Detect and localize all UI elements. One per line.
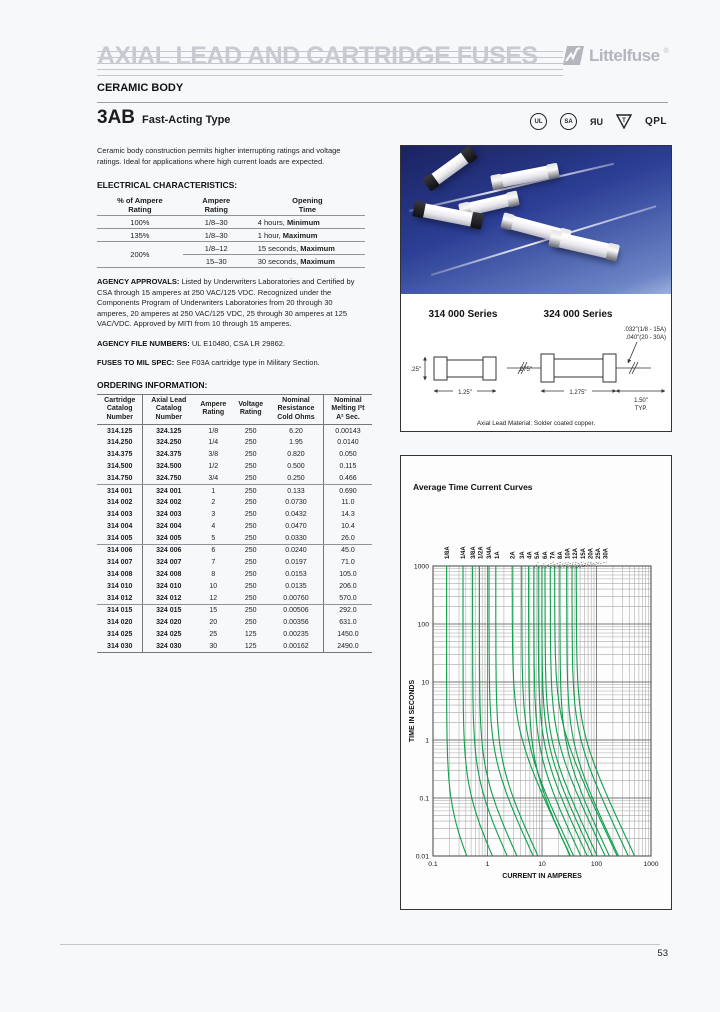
cell: 1/8–12 <box>183 242 250 255</box>
cell: 324 005 <box>143 532 194 544</box>
ul-mark-icon <box>530 113 547 130</box>
cell: 324 030 <box>156 642 182 650</box>
curve-rating-label: 3/8A <box>470 546 477 559</box>
fuse-end-cap <box>490 174 504 191</box>
cell: 314.375 <box>97 449 143 461</box>
mil-spec-text: See F03A cartridge type in Military Section. <box>174 358 320 367</box>
series-code: 3AB <box>97 107 136 128</box>
page-title: AXIAL LEAD AND CARTRIDGE FUSES <box>97 42 538 70</box>
cell: 11.0 <box>341 499 355 507</box>
cell: 125 <box>244 642 257 650</box>
cell: 1.95 <box>269 437 323 449</box>
miti-triangle-icon <box>616 114 632 129</box>
cell: 570.0 <box>323 592 372 604</box>
time-current-curve <box>463 566 493 856</box>
cell: 324.750 <box>143 472 194 484</box>
cell: 20 <box>209 619 218 627</box>
fuse-end-cap <box>546 163 560 180</box>
chart-title: Average Time Current Curves <box>413 482 533 492</box>
cell: 0.00235 <box>269 629 323 641</box>
mil-spec-label: FUSES TO MIL SPEC: <box>97 358 175 367</box>
cell: 0.0330 <box>269 532 323 544</box>
cell: 0.0730 <box>269 497 323 509</box>
page-number: 53 <box>657 948 668 959</box>
brand-name: Littelfuse <box>589 45 660 65</box>
cell: 314.125 <box>97 425 143 437</box>
cell: 30 seconds, Maximum <box>250 255 365 268</box>
agency-file-label: AGENCY FILE NUMBERS: <box>97 338 190 348</box>
cell: 324 003 <box>156 511 182 519</box>
cell: 8 <box>211 571 216 579</box>
curve-series <box>447 566 635 856</box>
series-heading <box>97 107 230 129</box>
cell: 314 025 <box>97 629 143 641</box>
table-row <box>97 640 372 652</box>
cell: 314 008 <box>97 569 143 581</box>
ceramic-fuse-image <box>492 164 557 189</box>
table-row <box>97 545 372 557</box>
cell: 0.050 <box>339 451 357 459</box>
littelfuse-logo-icon <box>562 45 585 66</box>
svg-text:100: 100 <box>417 621 429 629</box>
cell: 1450.0 <box>337 630 359 638</box>
cell: 1/2 <box>208 463 219 471</box>
cell: 10 <box>209 582 218 590</box>
ul-mark-label: UL <box>534 118 543 125</box>
table-row <box>97 629 372 641</box>
cell: 5 <box>194 532 232 544</box>
cell: 1/8–30 <box>183 229 250 242</box>
cell: 324 002 <box>156 499 182 507</box>
cell: 15 seconds, Maximum <box>250 242 365 255</box>
cell: 6.20 <box>269 425 323 437</box>
cell: 0.0135 <box>269 580 323 592</box>
dim-height-label: .25" <box>410 367 421 373</box>
cell: 15 <box>209 607 218 615</box>
dim-lead-typ-label: TYP. <box>634 406 648 412</box>
curve-rating-label: 2A <box>510 551 517 559</box>
divider-rule <box>97 102 668 103</box>
fuse-end-cap <box>500 212 515 230</box>
cell: 0.690 <box>339 487 357 495</box>
cell: 0.00162 <box>269 640 323 652</box>
cell: 100% <box>97 216 183 229</box>
table-row <box>97 557 372 569</box>
y-axis-label: TIME IN SECONDS <box>409 679 416 743</box>
lead-material-caption: Axial Lead Material: Solder coated copper. <box>476 420 596 427</box>
cell: 25 <box>209 630 218 638</box>
header-underline <box>97 75 563 76</box>
table-row <box>97 617 372 629</box>
time-current-chart <box>401 456 671 909</box>
curve-rating-label: 3A <box>520 551 526 559</box>
littelfuse-logo <box>562 45 669 66</box>
cell: 250 <box>232 472 269 484</box>
svg-text:0.01: 0.01 <box>415 853 429 861</box>
cell: 314.750 <box>97 472 143 484</box>
cell: 1/8–30 <box>183 216 250 229</box>
cell: 2490.0 <box>337 642 359 650</box>
series-324-label: 324 000 Series <box>543 309 613 320</box>
cell: 26.0 <box>323 532 372 544</box>
dimension-diagram <box>401 294 671 431</box>
cell: 71.0 <box>341 559 355 567</box>
svg-text:1000: 1000 <box>413 563 429 571</box>
fuse-end-cap <box>548 229 563 248</box>
curve-rating-label: 1A <box>494 551 501 559</box>
cell: 324.125 <box>156 427 182 435</box>
qpl-mark: QPL <box>644 116 668 127</box>
cell: 314 015 <box>97 605 143 617</box>
cell: 324 006 <box>156 547 182 555</box>
cell: 4 <box>211 522 216 530</box>
column-header: Axial Lead Catalog Number <box>143 394 194 425</box>
product-photo <box>401 146 671 294</box>
cell: 324 007 <box>156 559 182 567</box>
cell: 250 <box>232 532 269 544</box>
cell: 314 030 <box>97 640 143 652</box>
cell: 292.0 <box>339 607 357 615</box>
table-row <box>97 497 372 509</box>
cell: 250 <box>244 463 257 471</box>
electrical-heading: ELECTRICAL CHARACTERISTICS: <box>97 180 238 190</box>
cell: 4 hours, Minimum <box>250 216 365 229</box>
mil-spec-note <box>97 358 332 369</box>
cell: 0.133 <box>269 485 323 497</box>
fuse-end-cap <box>422 173 440 192</box>
cell: 0.115 <box>339 463 357 471</box>
agency-approvals-label: AGENCY APPROVALS: <box>97 277 180 286</box>
column-header: Cartridge Catalog Number <box>97 394 143 425</box>
table-row <box>97 569 372 581</box>
ur-mark-icon: ЯU <box>590 116 603 127</box>
dim-length-314-label: 1.25" <box>458 390 472 396</box>
curve-rating-label: 12A <box>573 547 580 559</box>
column-header: Ampere Rating <box>194 394 232 425</box>
cell: 0.00143 <box>335 427 361 435</box>
table-row <box>97 605 372 617</box>
table-row <box>97 472 372 484</box>
cell: 0.0432 <box>269 509 323 521</box>
cell: 250 <box>244 499 257 507</box>
table-row <box>97 509 372 521</box>
cell: 0.0140 <box>337 439 359 447</box>
table-row <box>97 425 372 437</box>
header-band <box>97 42 563 76</box>
cell: 314 002 <box>97 497 143 509</box>
certification-marks <box>530 113 667 130</box>
table-row <box>97 580 372 592</box>
curve-rating-label: 1/8A <box>444 546 451 559</box>
agency-approvals <box>97 277 365 330</box>
cell: 12 <box>194 592 232 604</box>
cell: 0.0197 <box>269 557 323 569</box>
curve-rating-label: 4A <box>527 551 534 559</box>
cell: 1 <box>211 487 216 495</box>
footer-rule <box>60 944 660 945</box>
cell: 125 <box>244 630 257 638</box>
agency-file-text: UL E10480, CSA LR 29862. <box>189 338 286 348</box>
cell: 314.500 <box>97 461 143 473</box>
cell: 0.500 <box>269 461 323 473</box>
cell: 3/8 <box>208 451 219 459</box>
registered-mark: ® <box>663 48 669 55</box>
curve-rating-label: 5A <box>535 551 542 559</box>
curve-rating-label: 25A <box>596 547 602 559</box>
cell: 250 <box>244 619 257 627</box>
cell: 250 <box>244 582 257 590</box>
cell: 1/4 <box>208 439 219 447</box>
column-header: Voltage Rating <box>232 394 269 425</box>
cell: 0.00506 <box>269 605 323 617</box>
series-314-label: 314 000 Series <box>428 309 498 320</box>
cell: 0.466 <box>323 472 372 484</box>
cell: 7 <box>211 559 216 567</box>
intro-paragraph: Ceramic body construction permits higher interrupting ratings and voltage ratings. Ideal for applications where high current loads are expected. <box>97 146 341 166</box>
time-current-curve <box>567 566 619 856</box>
curve-rating-label: 15A <box>580 547 587 559</box>
table-row <box>97 437 372 449</box>
cell: 324 020 <box>156 619 182 627</box>
lead-diameter-large-label: .040"(20 - 30A) <box>625 335 666 341</box>
agency-file-numbers <box>97 339 375 350</box>
column-header: Nominal Melting I²t A² Sec. <box>323 394 372 425</box>
cell: 314 003 <box>97 509 143 521</box>
cell: 15–30 <box>183 255 250 268</box>
cell: 3/4 <box>194 472 232 484</box>
fuse-end-cap <box>470 212 484 230</box>
cell: 324 001 <box>156 487 182 495</box>
cell: 105.0 <box>339 571 357 579</box>
series-type: Fast-Acting Type <box>142 114 231 126</box>
electrical-table <box>97 194 365 268</box>
time-current-curve <box>529 566 571 856</box>
cell: 250 <box>244 547 257 555</box>
cell: 250 <box>244 607 257 615</box>
cell: 250 <box>244 487 257 495</box>
dim-length-324-label: 1.275" <box>569 390 587 396</box>
cell: 200% <box>97 242 183 268</box>
table-row <box>97 532 372 544</box>
cell: 324 015 <box>156 607 182 615</box>
table-row <box>97 521 372 533</box>
fuse-end-cap <box>605 243 620 262</box>
svg-text:0.1: 0.1 <box>428 861 438 868</box>
cell: 206.0 <box>339 582 357 590</box>
curve-rating-label: 7A <box>550 551 557 559</box>
csa-mark-label: SA <box>564 118 573 125</box>
cell: 314 020 <box>97 617 143 629</box>
cell: 0.0470 <box>269 521 323 533</box>
cell: 324 010 <box>156 582 182 590</box>
left-column <box>97 146 375 653</box>
cell: 0.00356 <box>269 617 323 629</box>
cell: 3 <box>211 511 216 519</box>
cell: 0.0153 <box>269 569 323 581</box>
cell: 324 025 <box>156 630 182 638</box>
curve-rating-label: 10A <box>565 547 572 559</box>
svg-text:0.1: 0.1 <box>419 795 429 803</box>
time-current-curve <box>534 566 581 856</box>
fuse-end-cap <box>412 200 426 218</box>
cell: 314 001 <box>97 485 143 497</box>
table-row <box>97 216 365 229</box>
cell: 324 008 <box>156 571 182 579</box>
fuse-end-cap <box>506 190 520 207</box>
cell: 250 <box>244 522 257 530</box>
table-row <box>97 449 372 461</box>
cell: 250 <box>244 451 257 459</box>
cell: 250 <box>244 571 257 579</box>
table-row <box>97 242 365 255</box>
cell: 324 004 <box>156 522 182 530</box>
cell: 45.0 <box>341 547 355 555</box>
curve-rating-label: 1/4A <box>461 546 468 559</box>
fuse-end-cap <box>460 146 478 164</box>
column-header: Ampere Rating <box>183 194 250 216</box>
cell: 314 006 <box>97 545 143 557</box>
curve-rating-label: 30A <box>603 547 610 559</box>
product-panel <box>400 145 672 432</box>
column-header: Nominal Resistance Cold Ohms <box>269 394 323 425</box>
cell: 250 <box>244 511 257 519</box>
svg-text:10: 10 <box>538 861 546 868</box>
cell: 250 <box>244 559 257 567</box>
csa-mark-icon <box>560 113 577 130</box>
table-row <box>97 592 372 604</box>
curve-rating-label: 6A <box>542 551 549 559</box>
cell: 135% <box>97 229 183 242</box>
lead-diameter-small-label: .032"(1/8 - 15A) <box>623 327 666 333</box>
cell: 0.00760 <box>269 592 323 604</box>
cell: 30 <box>209 642 218 650</box>
cell: 14.3 <box>341 511 355 519</box>
table-row <box>97 485 372 497</box>
cell: 1 hour, Maximum <box>250 229 365 242</box>
cell: 1/8 <box>208 427 219 435</box>
cell: 314 010 <box>97 580 143 592</box>
cell: 0.250 <box>269 472 323 484</box>
column-header: Opening Time <box>250 194 365 216</box>
cell: 324.500 <box>156 463 182 471</box>
ceramic-fuse-image <box>424 147 475 189</box>
table-row <box>97 229 365 242</box>
dim-diameter-324-label: .275" <box>518 367 532 373</box>
category-heading: CERAMIC BODY <box>97 82 184 94</box>
table-row <box>97 461 372 473</box>
cell: 314.250 <box>97 437 143 449</box>
svg-text:1: 1 <box>485 861 490 868</box>
chart-panel <box>400 455 672 910</box>
agency-approvals-text: Listed by Underwriters Laboratories and Certified by CSA through 15 amperes at 250 VAC/125 VDC. Recognized under the Components Program of Underwriters Laboratories from 20 through 30 amperes, 20 amperes at 250 VAC/125 VDC, 25 through 30 amperes at 125 VAC/VDC. Approved by MITI from 10 through 15 amperes. <box>97 277 355 328</box>
svg-text:10: 10 <box>421 679 429 687</box>
cell: 250 <box>232 592 269 604</box>
svg-text:100: 100 <box>590 861 603 868</box>
svg-text:1: 1 <box>425 737 429 745</box>
cell: 631.0 <box>339 619 357 627</box>
curve-rating-label: 8A <box>558 551 564 559</box>
x-axis-label: CURRENT IN AMPERES <box>502 873 582 880</box>
curve-labels <box>445 546 610 568</box>
cell: 0.820 <box>269 449 323 461</box>
cell: 324.250 <box>156 439 182 447</box>
cell: 250 <box>244 439 257 447</box>
svg-text:1000: 1000 <box>643 861 659 868</box>
cell: 324.375 <box>156 451 182 459</box>
cell: 314 012 <box>97 592 143 604</box>
cell: 314 005 <box>97 532 143 544</box>
curve-rating-label: 3/4A <box>487 546 494 559</box>
ordering-table <box>97 394 372 654</box>
dim-lead-length-label: 1.50" <box>634 398 648 404</box>
cell: 10.4 <box>341 522 355 530</box>
cell: 314 004 <box>97 521 143 533</box>
curve-rating-label: 20A <box>588 547 595 559</box>
ceramic-fuse-image <box>550 231 618 260</box>
cell: 0.0240 <box>269 545 323 557</box>
ordering-heading: ORDERING INFORMATION: <box>97 379 208 390</box>
cell: 324 012 <box>143 592 194 604</box>
miti-mark-label: T <box>622 118 626 124</box>
curve-rating-label: 1/2A <box>478 546 485 559</box>
cell: 2 <box>211 499 216 507</box>
cell: 6 <box>211 547 216 555</box>
cell: 314 007 <box>97 557 143 569</box>
column-header: % of Ampere Rating <box>97 194 183 216</box>
cell: 250 <box>244 427 257 435</box>
